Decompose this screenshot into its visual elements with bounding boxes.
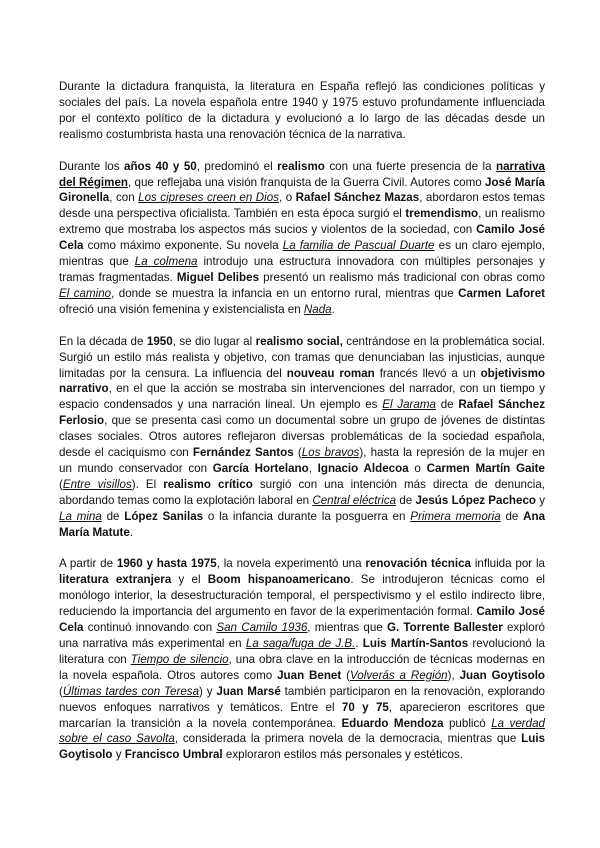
text-run: ). El — [131, 477, 164, 491]
text-run: o — [408, 461, 427, 475]
bold-term: 70 y 75 — [341, 700, 389, 714]
text-run: ), hasta la represión de la mujer en un mundo conservador con — [59, 446, 545, 475]
bold-term: literatura extranjera — [59, 573, 172, 587]
paragraph-decades-40-50 — [59, 159, 545, 318]
text-run: , aparecieron escritores que marcarían la transición a la novela contemporánea. — [59, 700, 545, 730]
text-run: A partir de — [59, 557, 117, 571]
text-run: y el — [171, 573, 208, 587]
bold-term: Luis Martín-Santos — [362, 637, 469, 650]
work-title: La familia de Pascual Duarte — [282, 239, 435, 253]
text-run: o la infancia durante la posguerra en — [203, 509, 411, 523]
text-run: centrándose en la problemática social. Surgió un estilo más realista y objetivo, con tramas que denunciaban las injusticias, aunque limitadas por la censura. La influencia del — [59, 334, 545, 380]
text-run: . Se introdujeron técnicas como el monólogo interior, la desestructuración temporal, el perspectivismo y el estilo indirecto libre, reduciendo la importancia del argumento en favor de la experimentación formal. — [59, 573, 546, 619]
text-run: presentó un realismo más tradicional con obras como — [259, 270, 545, 284]
bold-term: renovación técnica — [365, 557, 472, 571]
text-run: Durante los — [59, 159, 125, 173]
bold-term: Eduardo Mendoza — [341, 716, 444, 730]
text-run: ofreció una visión femenina y existencialista en — [59, 302, 304, 316]
text-run: y — [535, 493, 546, 507]
text-run: ( — [59, 684, 63, 698]
bold-term: 1950 — [146, 334, 173, 348]
bold-term: objetivismo narrativo — [59, 366, 545, 396]
bold-term: Carmen Laforet — [458, 286, 545, 300]
bold-term: Rafael Sánchez Ferlosio — [59, 398, 545, 428]
bold-term: Luis Goytisolo — [59, 732, 545, 762]
text-run: también participaron en la renovación, explorando nuevos enfoques narrativos y temáticos. Entre el — [59, 684, 545, 714]
text-run: , considerada la primera novela de la democracia, mientras que — [174, 732, 522, 746]
text-run: de — [101, 509, 125, 523]
bold-term: Juan Goytisolo — [459, 668, 545, 682]
work-title: Los cipreses creen en Dios — [138, 191, 279, 205]
text-run: , o — [279, 191, 296, 205]
bold-term: 1960 y hasta 1975 — [116, 557, 217, 571]
text-run: influida por la — [471, 557, 546, 571]
work-title: Volverás a Región — [350, 668, 448, 682]
text-run: ( — [293, 446, 302, 460]
text-run: ), — [447, 668, 460, 682]
text-run: es un claro ejemplo, mientras que — [59, 239, 546, 269]
text-run: ( — [59, 477, 63, 491]
text-run: surgió con una intención más directa de denuncia, abordando temas como la explotación laboral en — [59, 477, 546, 507]
bold-underlined-term: narrativa del Régimen — [59, 159, 545, 189]
text-run: de — [396, 493, 416, 507]
text-run: publicó — [443, 716, 492, 730]
bold-term: Juan Marsé — [216, 684, 281, 698]
bold-term: Jesús López Pacheco — [415, 493, 536, 507]
text-run: ( — [341, 668, 350, 682]
bold-term: realismo — [277, 159, 325, 173]
text-run: , mientras que — [307, 621, 387, 635]
text-run: , que se presenta casi como un documental sobre un grupo de jóvenes de distintas clases sociales. Otros autores reflejaron diversas problemáticas de la sociedad española, desde el caciquismo con — [59, 414, 545, 460]
work-title: Nada — [303, 302, 332, 316]
bold-term: Carmen Martín Gaite — [426, 461, 545, 475]
text-run: exploró una narrativa más experimental en — [59, 621, 546, 650]
text-run: , en el que la acción se mostraba sin intervenciones del narrador, con un tiempo y espacio condensados y una narración lineal. Un ejemplo es — [59, 382, 545, 412]
bold-term: García Hortelano — [212, 461, 309, 475]
work-title: La mina — [59, 509, 102, 523]
bold-term: Juan Benet — [277, 668, 342, 682]
work-title: San Camilo 1936 — [216, 621, 308, 635]
bold-term: realismo social, — [255, 334, 343, 348]
paragraph-technical-renewal-1960-1975 — [59, 556, 545, 763]
text-run: de — [500, 509, 524, 523]
bold-term: G. Torrente Ballester — [386, 621, 503, 635]
bold-term: Miguel Delibes — [176, 270, 260, 284]
text-run: como máximo exponente. Su novela — [83, 239, 283, 253]
bold-term: nouveau roman — [286, 366, 375, 380]
work-title: El Jarama — [382, 398, 436, 412]
bold-term: José María Gironella — [59, 175, 546, 205]
text-run: , con — [109, 191, 139, 205]
bold-term: realismo crítico — [163, 477, 253, 491]
text-run: de — [435, 398, 459, 412]
text-run: . — [129, 525, 134, 539]
work-title: El camino — [59, 286, 112, 300]
document-page — [59, 79, 545, 779]
text-run: , que reflejaba una visión franquista de la Guerra Civil. Autores como — [128, 175, 486, 189]
work-title: Central eléctrica — [312, 493, 397, 507]
text-run: introdujo una estructura innovadora con múltiples personajes y tramas fragmentadas. — [59, 255, 545, 284]
text-run: , se dio lugar al — [172, 334, 256, 348]
text-run: continuó innovando con — [83, 621, 217, 635]
text-run: , — [308, 461, 318, 475]
text-run: Durante la dictadura franquista, la literatura en España reflejó las condiciones políticas y sociales del país. La novela española entre 1940 y 1975 estuvo profundamente influenciada por el contexto político de la dictadura y evolucionó a lo largo de las décadas desde un realismo costumbrista hasta una renovación técnica de la narrativa. — [59, 80, 545, 141]
bold-term: Boom hispanoamericano — [207, 573, 351, 587]
text-run: , una obra clave en la introducción de técnicas modernas en la novela española. Otros autores como — [59, 652, 546, 682]
paragraph-social-realism-1950 — [59, 334, 545, 541]
bold-term: Camilo José Cela — [59, 605, 545, 635]
work-title: La verdad sobre el caso Savolta — [59, 716, 545, 746]
text-run: ) y — [199, 684, 217, 698]
text-run: En la década de — [59, 334, 147, 348]
bold-term: Francisco Umbral — [124, 748, 223, 762]
bold-term: Ignacio Aldecoa — [317, 461, 409, 475]
text-run: . — [355, 637, 363, 650]
text-run: revolucionó la literatura con — [59, 637, 546, 666]
text-run: , un realismo extremo que mostraba los aspectos más sucios y violentos de la sociedad, con — [59, 207, 545, 237]
paragraph-intro — [59, 79, 545, 143]
text-run: con una fuerte presencia de la — [324, 159, 497, 173]
text-run: y — [112, 748, 125, 762]
bold-term: Rafael Sánchez Mazas — [295, 191, 420, 205]
work-title: Tiempo de silencio — [130, 652, 229, 666]
work-title: La colmena — [134, 255, 198, 269]
work-title: Últimas tardes con Teresa — [62, 684, 200, 698]
bold-term: Fernández Santos — [192, 446, 294, 460]
work-title: Los bravos — [301, 446, 360, 460]
work-title: Entre visillos — [62, 477, 132, 491]
text-run: , donde se muestra la infancia en un entorno rural, mientras que — [111, 286, 459, 300]
text-run: , la novela experimentó una — [216, 557, 366, 571]
text-run: , abordaron estos temas desde una perspectiva oficialista. También en esta época surgió el — [59, 191, 546, 221]
bold-term: años 40 y 50 — [124, 159, 197, 173]
text-run: exploraron estilos más personales y estéticos. — [222, 748, 464, 762]
bold-term: Camilo José Cela — [59, 223, 545, 253]
bold-term: tremendismo — [405, 207, 479, 221]
work-title: La saga/fuga de J.B. — [245, 637, 356, 650]
work-title: Primera memoria — [410, 509, 501, 523]
bold-term: López Sanilas — [124, 509, 204, 523]
text-run: . — [331, 302, 335, 316]
text-run: francés llevó a un — [374, 366, 481, 380]
bold-term: Ana María Matute — [59, 509, 546, 539]
text-run: , predominó el — [196, 159, 278, 173]
